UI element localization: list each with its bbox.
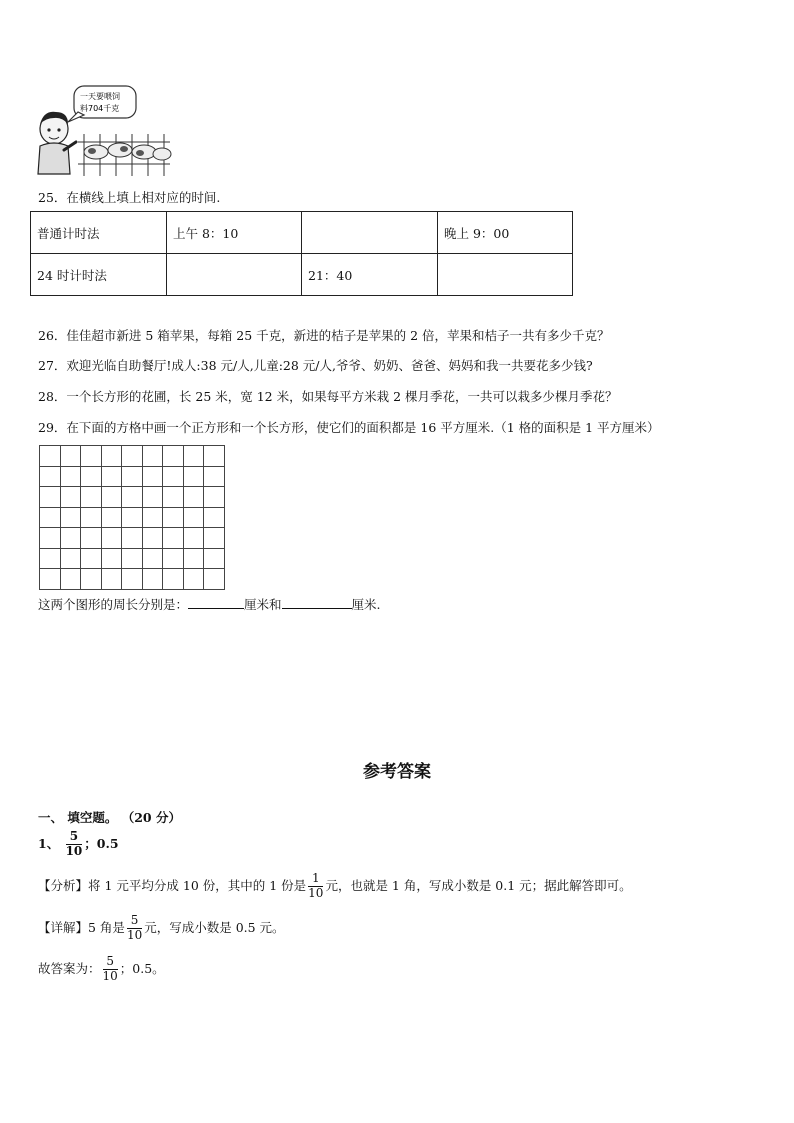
fraction-numerator: 5 [103,955,118,970]
grid-cell[interactable] [184,467,205,488]
grid-cell[interactable] [81,528,102,549]
grid-cell[interactable] [204,549,225,570]
grid-cell[interactable] [204,446,225,467]
table-row [31,212,573,254]
detail-prefix: 【详解】5 角是 [38,919,125,935]
grid-cell[interactable] [204,467,225,488]
grid-cell[interactable] [184,446,205,467]
grid-cell[interactable] [184,569,205,590]
grid-cell[interactable] [122,487,143,508]
grid-cell[interactable] [40,569,61,590]
grid-cell[interactable] [143,446,164,467]
grid-cell[interactable] [102,569,123,590]
fraction-5-10 [127,914,142,943]
grid-cell[interactable] [61,549,82,570]
fraction-numerator: 1 [308,872,323,887]
grid-cell[interactable] [81,446,102,467]
cows [84,143,171,160]
grid-cell[interactable] [122,528,143,549]
fraction-numerator: 5 [127,914,142,929]
grid-cell[interactable] [102,549,123,570]
grid-cell[interactable] [102,446,123,467]
grid-cell[interactable] [184,528,205,549]
answer-1-label: 1、 [38,835,60,851]
speech-line-1: 一天要喂饲 [80,92,120,101]
grid-cell[interactable] [81,508,102,529]
perimeter-line [38,595,381,613]
grid-cell[interactable] [163,446,184,467]
grid-cell[interactable] [122,549,143,570]
grid-cell[interactable] [143,528,164,549]
grid-cell[interactable] [184,549,205,570]
table-cell: 晚上 9：00 [438,212,573,254]
table-row [31,254,573,296]
answers-title: 参考答案 [363,762,431,782]
fraction-denominator: 10 [126,927,143,942]
conclusion-tail: ；0.5。 [119,960,165,976]
speech-bubble [74,86,136,118]
analysis-line [38,872,632,901]
fraction-1-10 [308,872,323,901]
boy-feeding-cows-illustration [34,84,174,180]
grid-cell[interactable] [122,508,143,529]
grid-cell[interactable] [122,569,143,590]
grid-cell[interactable] [143,569,164,590]
fraction-denominator: 10 [65,843,83,858]
speech-line-2: 料704千克 [80,104,120,113]
grid-cell[interactable] [143,487,164,508]
perimeter-unit-2: 厘米. [351,597,381,612]
question-27: 27．欢迎光临自助餐厅!成人:38 元/人,儿童:28 元/人,爷爷、奶奶、爸爸、妈妈和我一共要花多少钱? [38,358,593,373]
grid-cell[interactable] [61,467,82,488]
grid-cell[interactable] [102,528,123,549]
grid-cell[interactable] [40,467,61,488]
fraction-5-10 [66,830,83,859]
conclusion-prefix: 故答案为： [38,960,101,976]
grid-cell[interactable] [61,528,82,549]
grid-cell[interactable] [102,508,123,529]
time-table [30,211,573,296]
analysis-prefix: 【分析】将 1 元平均分成 10 份，其中的 1 份是 [38,877,307,893]
answer-1-tail: ；0.5 [84,835,119,851]
grid-cell[interactable] [61,508,82,529]
grid-cell[interactable] [143,549,164,570]
grid-cell[interactable] [40,508,61,529]
table-cell-blank[interactable] [302,212,438,254]
grid-cell[interactable] [40,487,61,508]
grid-cell[interactable] [61,446,82,467]
grid-cell[interactable] [40,549,61,570]
grid-cell[interactable] [163,528,184,549]
table-cell: 21：40 [302,254,438,296]
grid-cell[interactable] [163,549,184,570]
grid-cell[interactable] [81,569,102,590]
table-cell: 24 时计时法 [31,254,167,296]
grid-cell[interactable] [143,508,164,529]
fraction-denominator: 10 [308,885,324,900]
grid-cell[interactable] [102,487,123,508]
grid-cell[interactable] [102,467,123,488]
question-26: 26．佳佳超市新进 5 箱苹果，每箱 25 千克，新进的桔子是苹果的 2 倍，苹果和桔子一共有多少千克？ [38,328,610,343]
question-28: 28．一个长方形的花圃，长 25 米，宽 12 米，如果每平方米栽 2 棵月季花，一共可以栽多少棵月季花？ [38,389,618,404]
grid-cell[interactable] [61,569,82,590]
table-cell: 普通计时法 [31,212,167,254]
grid-cell[interactable] [81,549,102,570]
grid-cell[interactable] [81,467,102,488]
fraction-numerator: 5 [66,830,83,845]
answer-blank-1[interactable] [188,596,244,609]
grid-cell[interactable] [122,446,143,467]
grid-cell[interactable] [61,487,82,508]
table-cell-blank[interactable] [438,254,573,296]
answer-1 [38,830,119,859]
question-25: 25．在横线上填上相对应的时间. [38,190,221,205]
grid-cell[interactable] [143,467,164,488]
grid-cell[interactable] [163,467,184,488]
conclusion-line [38,955,165,984]
grid-cell[interactable] [163,569,184,590]
detail-line [38,914,285,943]
grid-cell[interactable] [204,569,225,590]
detail-suffix: 元，写成小数是 0.5 元。 [144,919,285,935]
perimeter-unit-1: 厘米和 [244,597,282,612]
table-cell: 上午 8：10 [167,212,302,254]
grid-cell[interactable] [184,508,205,529]
grid-cell[interactable] [204,508,225,529]
grid-cell[interactable] [184,487,205,508]
table-cell-blank[interactable] [167,254,302,296]
grid-cell[interactable] [204,528,225,549]
analysis-suffix: 元，也就是 1 角，写成小数是 0.1 元；据此解答即可。 [325,877,632,893]
grid-cell[interactable] [163,508,184,529]
grid-cell[interactable] [81,487,102,508]
grid-cell[interactable] [204,487,225,508]
grid-cell[interactable] [40,446,61,467]
fraction-5-10 [103,955,118,984]
grid-cell[interactable] [122,467,143,488]
square-grid[interactable] [39,445,225,590]
grid-cell[interactable] [40,528,61,549]
section-heading: 一、 填空题。 （20 分） [38,810,181,825]
perimeter-prefix: 这两个图形的周长分别是： [38,597,189,612]
fraction-denominator: 10 [102,968,118,983]
grid-cell[interactable] [163,487,184,508]
answer-blank-2[interactable] [282,596,352,609]
question-29: 29．在下面的方格中画一个正方形和一个长方形，使它们的面积都是 16 平方厘米.（1 格的面积是 1 平方厘米） [38,420,660,435]
